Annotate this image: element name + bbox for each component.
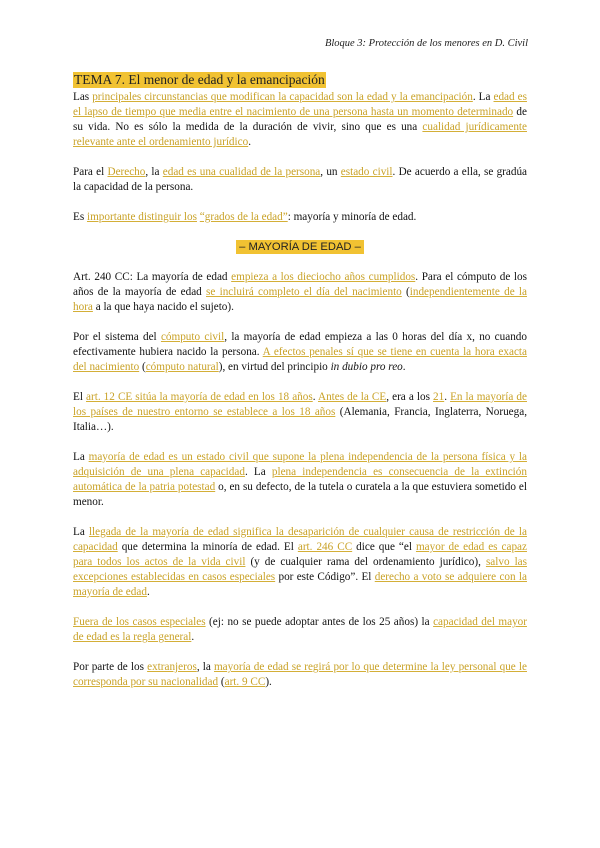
text-run: La	[73, 526, 89, 538]
highlighted-text: mayoría de edad es un estado civil que supone la plena independencia de la persona física y la adquisición de una plena capacidad	[73, 451, 527, 478]
highlighted-text: extranjeros	[147, 661, 197, 673]
text-run: de su vida. No es sólo la medida de la duración de vivir, sino que es una	[73, 106, 527, 133]
highlighted-text: “grados de la edad”	[199, 211, 288, 223]
highlighted-text: cómputo natural	[145, 361, 219, 373]
text-run: .	[146, 586, 150, 598]
section-paragraphs	[73, 270, 527, 690]
paragraph	[73, 615, 527, 645]
highlighted-text: principales circunstancias que modifican la capacidad son la edad y la emancipación	[92, 91, 473, 103]
highlighted-text: llegada de la mayoría de edad significa la desaparición de cualquier causa de restricción de la capacidad	[73, 526, 527, 553]
highlighted-text: En la mayoría de los países de nuestro entorno se establece a los 18 años	[73, 391, 527, 418]
text-run: por este Código”. El	[275, 571, 375, 583]
highlighted-text: cualidad jurídicamente relevante ante el ordenamiento jurídico	[73, 121, 527, 148]
paragraph	[73, 330, 527, 375]
paragraph	[73, 270, 527, 315]
page-header: Bloque 3: Protección de los menores en D. Civil	[324, 38, 528, 49]
text-run: (	[401, 286, 410, 298]
chapter-title: TEMA 7. El menor de edad y la emancipación	[74, 72, 325, 87]
highlighted-text: mayoría de edad se regirá por lo que determine la ley personal que le corresponda por su nacionalidad	[73, 661, 527, 688]
text-run: (y de cualquier rama del ordenamiento jurídico),	[245, 556, 486, 568]
text-run: El	[73, 391, 87, 403]
section-heading: – MAYORÍA DE EDAD –	[236, 240, 364, 254]
text-run: (	[139, 361, 146, 373]
highlighted-text: edad es el lapso de tiempo que media entre el nacimiento de una persona hasta un momento determinado	[73, 91, 527, 118]
intro-paragraphs	[73, 90, 527, 225]
highlighted-text: plena independencia es consecuencia de la extinción automática de la patria potestad	[73, 466, 527, 493]
highlighted-text: importante distinguir los	[86, 211, 197, 223]
text-run: .	[191, 631, 195, 643]
paragraph	[73, 90, 527, 150]
highlighted-text: A efectos penales sí que se tiene en cuenta la hora exacta del nacimiento	[73, 346, 527, 373]
text-run: , la mayoría de edad empieza a las 0 horas del día x, no cuando efectivamente hubiera nacido la persona.	[73, 331, 527, 358]
highlighted-text: se incluirá completo el día del nacimiento	[206, 286, 402, 298]
highlighted-text: cómputo civil	[160, 331, 225, 343]
text-run: . La	[472, 91, 494, 103]
text-run: . La	[244, 466, 272, 478]
highlighted-text: 21	[433, 391, 445, 403]
text-run: .	[444, 391, 451, 403]
text-run: ), en virtud del principio	[218, 361, 331, 373]
text-run: Por el sistema del	[73, 331, 161, 343]
highlighted-text: independientemente de la hora	[73, 286, 527, 313]
text-run: .	[312, 391, 318, 403]
text-run: Para el	[73, 166, 108, 178]
paragraph	[73, 450, 527, 510]
paragraph	[73, 525, 527, 600]
text-run: o, en su defecto, de la tutela o curatela a la que estuviera sometido el menor.	[73, 481, 527, 508]
highlighted-text: capacidad del mayor de edad es la regla general	[73, 616, 527, 643]
text-run: , la	[196, 661, 214, 673]
highlighted-text: edad es una cualidad de la persona	[162, 166, 321, 178]
highlighted-text: Derecho	[107, 166, 146, 178]
text-run: Las	[73, 91, 93, 103]
text-run: a la que haya nacido el sujeto).	[92, 301, 234, 313]
text-run: Es	[73, 211, 87, 223]
highlighted-text: art. 246 CC	[297, 541, 353, 553]
highlighted-text: empieza a los dieciocho años cumplidos	[231, 271, 416, 283]
text-run: Por parte de los	[73, 661, 148, 673]
document-body	[73, 72, 527, 705]
text-run: que determina la minoría de edad. El	[117, 541, 298, 553]
paragraph	[73, 660, 527, 690]
highlighted-text: art. 9 CC	[224, 676, 266, 688]
text-run: , la	[145, 166, 163, 178]
text-run: . Para el cómputo de los años de la mayoría de edad	[73, 271, 527, 298]
text-run: (Alemania, Francia, Inglaterra, Noruega, Italia…).	[73, 406, 527, 433]
text-run: La	[73, 451, 89, 463]
text-run: . De acuerdo a ella, se gradúa la capacidad de la persona.	[73, 166, 528, 193]
paragraph	[73, 390, 527, 435]
text-run: , un	[320, 166, 341, 178]
text-run: : mayoría y minoría de edad.	[287, 211, 417, 223]
highlighted-text: Fuera de los casos especiales	[73, 616, 206, 628]
paragraph	[73, 165, 527, 195]
text-run: dice que “el	[352, 541, 416, 553]
highlighted-text: derecho a voto se adquiere con la mayoría de edad	[73, 571, 527, 598]
text-run: (	[218, 676, 225, 688]
italic-text: in dubio pro reo	[330, 361, 403, 373]
highlighted-text: salvo las excepciones establecidas en casos especiales	[73, 556, 527, 583]
text-run: Art. 240 CC: La mayoría de edad	[73, 271, 232, 283]
highlighted-text: art. 12 CE sitúa la mayoría de edad en los 18 años	[86, 391, 313, 403]
paragraph	[73, 210, 527, 225]
highlighted-text: estado civil	[340, 166, 393, 178]
text-run: .	[248, 136, 251, 148]
text-run: , era a los	[386, 391, 433, 403]
highlighted-text: Antes de la CE	[317, 391, 387, 403]
text-run: (ej: no se puede adoptar antes de los 25 años) la	[205, 616, 434, 628]
text-run: ).	[265, 676, 272, 688]
text-run: .	[402, 361, 406, 373]
section-heading-wrap	[73, 240, 527, 255]
highlighted-text: mayor de edad es capaz para todos los actos de la vida civil	[73, 541, 527, 568]
